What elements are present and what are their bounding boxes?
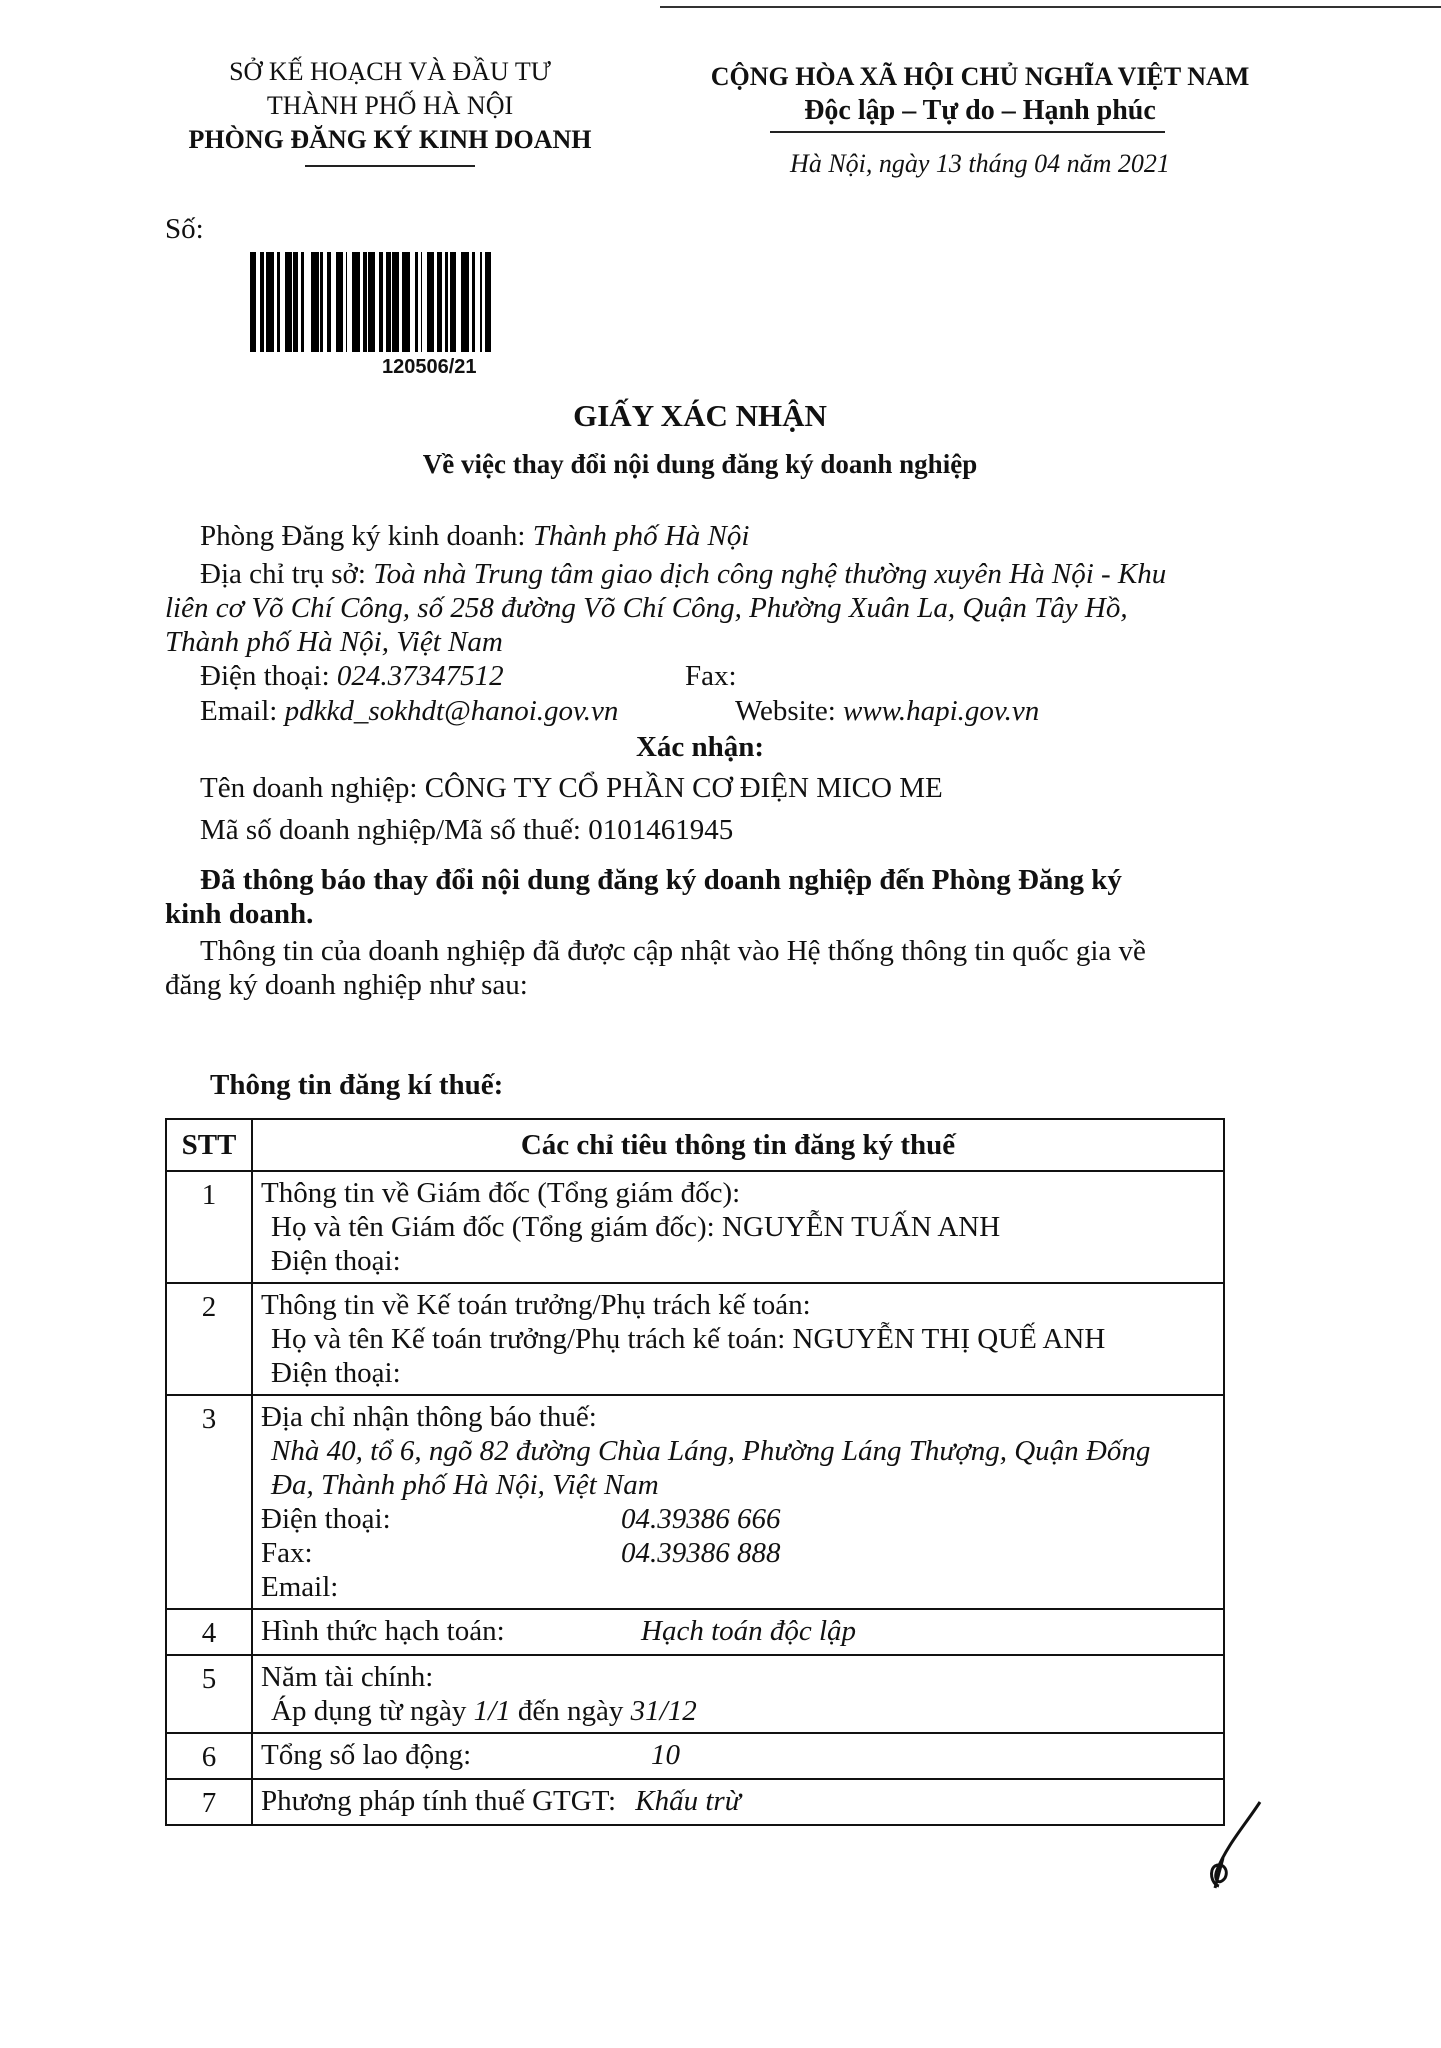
office-address-part2: liên cơ Võ Chí Công, số 258 đường Võ Chí Công, Phường Xuân La, Quận Tây Hồ, xyxy=(165,592,1128,624)
row-stt: 1 xyxy=(166,1171,252,1283)
tax-phone-line xyxy=(261,1502,1215,1536)
table-row xyxy=(166,1779,1224,1825)
issuer-line3: PHÒNG ĐĂNG KÝ KINH DOANH xyxy=(188,125,592,154)
table-row xyxy=(166,1609,1224,1655)
issue-date: Hà Nội, ngày 13 tháng 04 năm 2021 xyxy=(790,149,1170,178)
office-address-line1 xyxy=(200,557,1166,591)
office-website-line xyxy=(735,694,1039,728)
row-content xyxy=(252,1655,1224,1733)
office-fax-label: Fax: xyxy=(685,660,737,692)
accountant-name-label: Họ và tên Kế toán trưởng/Phụ trách kế toán: xyxy=(271,1323,786,1355)
col-header-description: Các chỉ tiêu thông tin đăng ký thuế xyxy=(252,1119,1224,1171)
barcode-number: 120506/21 xyxy=(382,356,477,378)
row-content xyxy=(252,1171,1224,1283)
office-name-label: Phòng Đăng ký kinh doanh: xyxy=(200,520,526,552)
director-phone-label: Điện thoại: xyxy=(271,1245,401,1277)
row-stt: 5 xyxy=(166,1655,252,1733)
fiscal-to-value: 31/12 xyxy=(630,1695,697,1727)
row-content xyxy=(252,1733,1224,1779)
row-stt: 2 xyxy=(166,1283,252,1395)
director-name-line xyxy=(261,1210,1215,1244)
barcode-image xyxy=(250,252,628,352)
office-website-label: Website: xyxy=(735,695,836,727)
col-header-stt: STT xyxy=(166,1119,252,1171)
notice-line1: Thông tin của doanh nghiệp đã được cập nhật vào Hệ thống thông tin quốc gia về xyxy=(200,935,1146,967)
tax-address-line2: Đa, Thành phố Hà Nội, Việt Nam xyxy=(271,1469,659,1501)
company-name-value: CÔNG TY CỔ PHẦN CƠ ĐIỆN MICO ME xyxy=(424,772,943,804)
office-website-value: www.hapi.gov.vn xyxy=(843,695,1040,727)
director-name-value: NGUYỄN TUẤN ANH xyxy=(722,1211,1001,1243)
tax-email-label: Email: xyxy=(261,1571,339,1603)
accountant-heading: Thông tin về Kế toán trưởng/Phụ trách kế toán: xyxy=(261,1289,811,1321)
issuer-underline xyxy=(305,165,475,167)
row-stt: 3 xyxy=(166,1395,252,1609)
issuer-line1: SỞ KẾ HOẠCH VÀ ĐẦU TƯ xyxy=(229,57,551,86)
tax-phone-label: Điện thoại: xyxy=(261,1503,391,1535)
office-name-line xyxy=(200,519,749,553)
vat-method-value: Khấu trừ xyxy=(635,1785,741,1817)
table-row xyxy=(166,1655,1224,1733)
row-content xyxy=(252,1283,1224,1395)
fiscal-year-range xyxy=(261,1694,1215,1728)
table-row xyxy=(166,1733,1224,1779)
issuer-line2: THÀNH PHỐ HÀ NỘI xyxy=(266,91,514,120)
confirm-heading: Xác nhận: xyxy=(635,731,765,763)
accounting-form-value: Hạch toán độc lập xyxy=(641,1615,857,1647)
table-row xyxy=(166,1395,1224,1609)
tax-address-line1: Nhà 40, tổ 6, ngõ 82 đường Chùa Láng, Phường Láng Thượng, Quận Đống xyxy=(271,1435,1151,1467)
tax-address-heading: Địa chỉ nhận thông báo thuế: xyxy=(261,1401,597,1433)
office-email-label: Email: xyxy=(200,695,278,727)
office-name-value: Thành phố Hà Nội xyxy=(532,520,750,552)
office-phone-label: Điện thoại: xyxy=(200,660,330,692)
fiscal-year-heading: Năm tài chính: xyxy=(261,1661,434,1693)
national-motto-line2: Độc lập – Tự do – Hạnh phúc xyxy=(804,95,1156,126)
document-subtitle: Về việc thay đổi nội dung đăng ký doanh nghiệp xyxy=(422,449,978,479)
accounting-form-label: Hình thức hạch toán: xyxy=(261,1615,505,1647)
company-name-label: Tên doanh nghiệp: xyxy=(200,772,418,804)
initial-signature-mark xyxy=(1205,1800,1265,1890)
row-content xyxy=(252,1609,1224,1655)
tax-fax-value: 04.39386 888 xyxy=(621,1537,781,1569)
company-name-line xyxy=(200,771,943,805)
fiscal-to-label: đến ngày xyxy=(517,1695,624,1727)
top-scan-line xyxy=(660,6,1441,8)
office-phone-value: 024.37347512 xyxy=(336,660,504,692)
notice-bold-line2: kinh doanh. xyxy=(165,898,314,930)
notice-bold-line1: Đã thông báo thay đổi nội dung đăng ký doanh nghiệp đến Phòng Đăng ký xyxy=(200,864,1122,896)
tax-fax-label: Fax: xyxy=(261,1537,313,1569)
employees-label: Tổng số lao động: xyxy=(261,1739,472,1771)
office-address-part1: Toà nhà Trung tâm giao dịch công nghệ thường xuyên Hà Nội - Khu xyxy=(373,558,1167,590)
company-code-label: Mã số doanh nghiệp/Mã số thuế: xyxy=(200,814,581,846)
row-stt: 4 xyxy=(166,1609,252,1655)
national-header xyxy=(680,60,1280,128)
tax-section-title: Thông tin đăng kí thuế: xyxy=(210,1069,504,1101)
company-code-line xyxy=(200,813,733,847)
office-email-line xyxy=(200,694,618,728)
notice-line2: đăng ký doanh nghiệp như sau: xyxy=(165,969,528,1001)
table-row xyxy=(166,1283,1224,1395)
accountant-name-line xyxy=(261,1322,1215,1356)
accountant-name-value: NGUYỄN THỊ QUẾ ANH xyxy=(792,1323,1106,1355)
director-name-label: Họ và tên Giám đốc (Tổng giám đốc): xyxy=(271,1211,715,1243)
document-title: GIẤY XÁC NHẬN xyxy=(573,398,827,433)
vat-method-label: Phương pháp tính thuế GTGT: xyxy=(261,1785,617,1817)
office-email-value: pdkkd_sokhdt@hanoi.gov.vn xyxy=(284,695,619,727)
row-content xyxy=(252,1779,1224,1825)
director-heading: Thông tin về Giám đốc (Tổng giám đốc): xyxy=(261,1177,741,1209)
tax-info-table xyxy=(165,1118,1225,1826)
company-code-value: 0101461945 xyxy=(588,814,734,846)
office-address-part3: Thành phố Hà Nội, Việt Nam xyxy=(165,626,503,658)
issuer-header xyxy=(150,55,630,157)
office-phone-line xyxy=(200,659,504,693)
row-stt: 7 xyxy=(166,1779,252,1825)
table-header-row xyxy=(166,1119,1224,1171)
fiscal-from-label: Áp dụng từ ngày xyxy=(271,1695,467,1727)
table-row xyxy=(166,1171,1224,1283)
accountant-phone-label: Điện thoại: xyxy=(271,1357,401,1389)
tax-phone-value: 04.39386 666 xyxy=(621,1503,781,1535)
employees-value: 10 xyxy=(651,1739,680,1771)
office-address-label: Địa chỉ trụ sở: xyxy=(200,558,366,590)
tax-fax-line xyxy=(261,1536,1215,1570)
row-stt: 6 xyxy=(166,1733,252,1779)
national-motto-line1: CỘNG HÒA XÃ HỘI CHỦ NGHĨA VIỆT NAM xyxy=(710,62,1250,91)
motto-underline xyxy=(770,131,1165,133)
fiscal-from-value: 1/1 xyxy=(473,1695,511,1727)
doc-number-label: Số: xyxy=(165,213,204,245)
row-content xyxy=(252,1395,1224,1609)
